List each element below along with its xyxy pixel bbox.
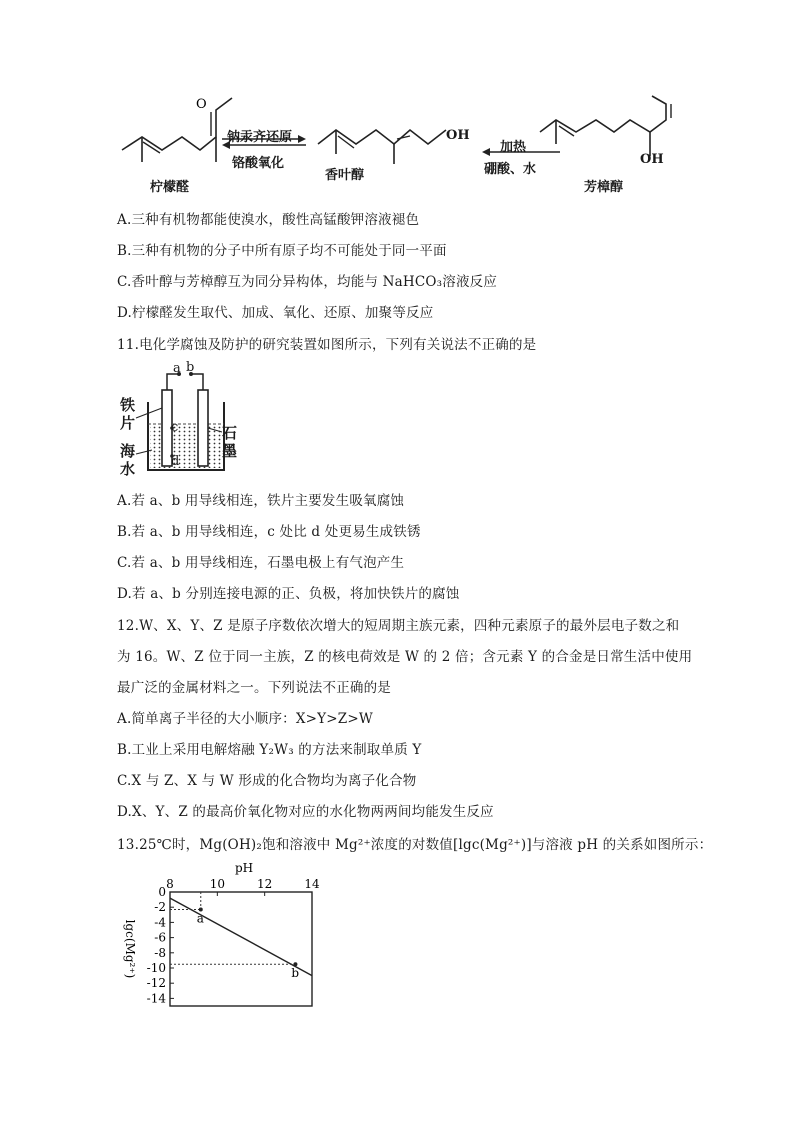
q11-option-a: A.若 a、b 用导线相连，铁片主要发生吸氧腐蚀 xyxy=(117,493,405,509)
q10-option-c: C.香叶醇与芳樟醇互为同分异构体，均能与 NaHCO₃溶液反应 xyxy=(117,274,498,290)
y-tick-label: -4 xyxy=(154,915,166,930)
x-tick-label: 8 xyxy=(166,877,174,891)
oh-label-linalool: OH xyxy=(640,152,664,167)
y-tick-label: -12 xyxy=(146,976,166,991)
label-iron-1: 铁 xyxy=(120,396,136,414)
q12-option-d: D.X、Y、Z 的最高价氧化物对应的水化物两两间均能发生反应 xyxy=(117,804,494,820)
label-d: d xyxy=(171,454,180,469)
q10-option-d: D.柠檬醛发生取代、加成、氧化、还原、加聚等反应 xyxy=(117,305,434,321)
y-tick-label: 0 xyxy=(158,885,166,899)
mg-ph-chart xyxy=(112,858,332,1014)
label-c: c xyxy=(171,420,179,435)
label-a: a xyxy=(173,361,181,376)
label-seawater-1: 海 xyxy=(120,442,136,460)
arrow-heat-head xyxy=(482,148,490,156)
arrow-reduce-label: 钠汞齐还原 xyxy=(227,130,293,145)
arrow-reduce-head xyxy=(298,135,306,143)
y-tick-label: -6 xyxy=(154,930,166,945)
aldehyde-o: O xyxy=(196,97,207,112)
label-iron-2: 片 xyxy=(120,414,136,432)
q11-option-c: C.若 a、b 用导线相连，石墨电极上有气泡产生 xyxy=(117,555,405,571)
arrow-oxidize-label: 铬酸氧化 xyxy=(232,156,285,171)
linalool-name: 芳樟醇 xyxy=(584,180,624,195)
q12-stem-line-3: 最广泛的金属材料之一。下列说法不正确的是 xyxy=(117,680,391,696)
point-label-b: b xyxy=(291,966,300,981)
q10-option-b: B.三种有机物的分子中所有原子均不可能处于同一平面 xyxy=(117,243,447,259)
q11-stem: 11.电化学腐蚀及防护的研究装置如图所示，下列有关说法不正确的是 xyxy=(117,337,537,353)
boric-acid-label: 硼酸、水 xyxy=(484,162,537,177)
x-tick-label: 12 xyxy=(257,877,273,891)
y-tick-label: -2 xyxy=(154,900,166,915)
seawater-leader xyxy=(136,450,152,454)
y-tick-label: -10 xyxy=(146,961,166,975)
q12-stem-line-1: 12.W、X、Y、Z 是原子序数依次增大的短周期主族元素，四种元素原子的最外层电子数之和 xyxy=(117,618,680,634)
q13-stem: 13.25℃时，Mg(OH)₂饱和溶液中 Mg²⁺浓度的对数值[lgc(Mg²⁺)]与溶液 pH 的关系如图所示： xyxy=(117,837,713,853)
label-graphite-1: 石 xyxy=(222,424,238,442)
q12-option-c: C.X 与 Z、X 与 W 形成的化合物均为离子化合物 xyxy=(117,773,417,789)
y-axis-label: lgc(Mg²⁺) xyxy=(123,919,137,979)
point-label-a: a xyxy=(196,911,204,926)
q11-option-d: D.若 a、b 分别连接电源的正、负极，将加快铁片的腐蚀 xyxy=(117,586,460,602)
label-seawater-2: 水 xyxy=(120,460,136,478)
label-graphite-2: 墨 xyxy=(222,442,238,460)
linalool-double-bond xyxy=(559,126,574,136)
x-axis-label: pH xyxy=(235,861,254,875)
x-tick-label: 14 xyxy=(304,877,320,891)
q11-option-b: B.若 a、b 用导线相连，c 处比 d 处更易生成铁锈 xyxy=(117,524,421,540)
geraniol-name: 香叶醇 xyxy=(325,168,365,183)
y-tick-label: -8 xyxy=(154,945,166,960)
citral-name: 柠檬醛 xyxy=(150,180,190,195)
wire-b xyxy=(192,374,203,390)
seawater-fill xyxy=(150,424,222,468)
q12-option-a: A.简单离子半径的大小顺序：X>Y>Z>W xyxy=(117,711,373,727)
oh-label-geraniol: OH xyxy=(446,128,470,143)
wire-a xyxy=(167,374,178,390)
label-b: b xyxy=(186,360,195,375)
q12-option-b: B.工业上采用电解熔融 Y₂W₃ 的方法来制取单质 Y xyxy=(117,742,422,758)
x-tick-label: 10 xyxy=(209,877,225,891)
y-tick-label: -14 xyxy=(146,991,166,1006)
geraniol-skeleton xyxy=(318,130,446,144)
graphite-electrode xyxy=(198,390,208,466)
heat-label: 加热 xyxy=(500,140,527,155)
q12-stem-line-2: 为 16。W、Z 位于同一主族，Z 的核电荷效是 W 的 2 倍；含元素 Y 的合金是日常生活中使用 xyxy=(117,649,693,665)
q10-option-a: A.三种有机物都能使溴水，酸性高锰酸钾溶液褪色 xyxy=(117,212,420,228)
